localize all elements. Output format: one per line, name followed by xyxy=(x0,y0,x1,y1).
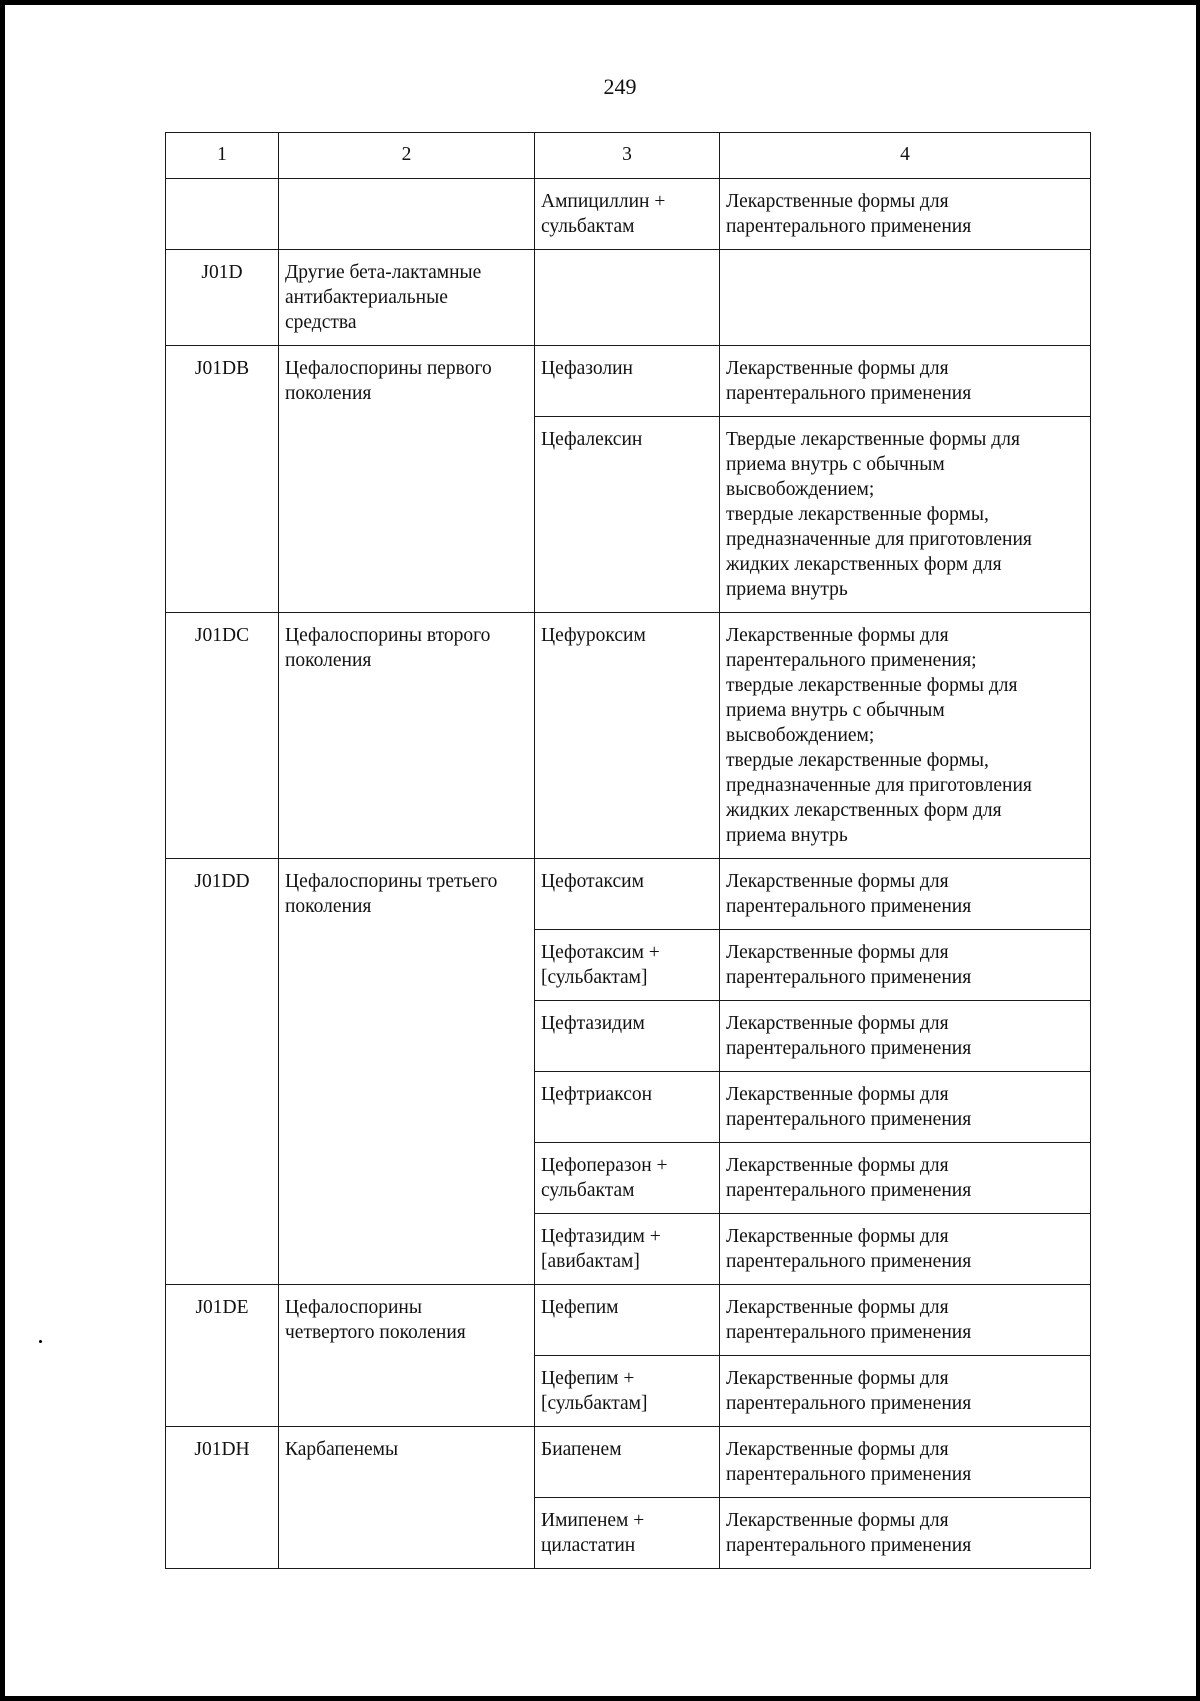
cell-text-line: твердые лекарственные формы, xyxy=(726,504,989,525)
scan-speck xyxy=(39,1340,42,1343)
drug-name-cell xyxy=(535,1001,720,1072)
atc-code-cell xyxy=(166,179,279,250)
cell-text-line: Лекарственные формы для xyxy=(726,871,949,892)
cell-text-line: Цефазолин xyxy=(541,358,633,379)
cell-text-line: парентерального применения xyxy=(726,1535,972,1556)
drug-name-cell xyxy=(535,1356,720,1427)
anatomical-group-cell xyxy=(279,613,535,859)
cell-text-line: Лекарственные формы для xyxy=(726,1084,949,1105)
atc-code-cell: J01DH xyxy=(166,1427,279,1569)
drug-name-cell xyxy=(535,179,720,250)
cell-text-line: Лекарственные формы для xyxy=(726,1155,949,1176)
table-row xyxy=(166,1427,1091,1498)
anatomical-group-cell xyxy=(279,250,535,346)
cell-text-line: высвобождением; xyxy=(726,725,875,746)
cell-text-line: Лекарственные формы для xyxy=(726,1510,949,1531)
cell-text-line: Лекарственные формы для xyxy=(726,942,949,963)
cell-text-line: парентерального применения xyxy=(726,896,972,917)
cell-text-line: Твердые лекарственные формы для xyxy=(726,429,1020,450)
cell-text-line: жидких лекарственных форм для xyxy=(726,554,1002,575)
cell-text-line: [сульбактам] xyxy=(541,967,648,988)
table-row xyxy=(166,179,1091,250)
drug-name-cell xyxy=(535,930,720,1001)
cell-text-line: жидких лекарственных форм для xyxy=(726,800,1002,821)
cell-text-line: предназначенные для приготовления xyxy=(726,529,1032,550)
cell-text-line: [сульбактам] xyxy=(541,1393,648,1414)
atc-code-cell: J01DE xyxy=(166,1285,279,1427)
dosage-form-cell xyxy=(720,1285,1091,1356)
cell-text-line: средства xyxy=(285,312,357,333)
cell-text-line: парентерального применения xyxy=(726,1322,972,1343)
drug-name-cell xyxy=(535,417,720,613)
header-row xyxy=(166,133,1091,179)
header-cell-4: 4 xyxy=(720,133,1091,179)
cell-text-line: парентерального применения; xyxy=(726,650,977,671)
anatomical-group-cell xyxy=(279,1285,535,1427)
anatomical-group-cell xyxy=(279,179,535,250)
cell-text-line: поколения xyxy=(285,650,372,671)
page-number: 249 xyxy=(603,74,637,99)
dosage-form-cell xyxy=(720,613,1091,859)
dosage-form-cell xyxy=(720,1356,1091,1427)
anatomical-group-cell xyxy=(279,859,535,1285)
cell-text-line: Цефуроксим xyxy=(541,625,646,646)
cell-text-line: Биапенем xyxy=(541,1439,622,1460)
cell-text-line: парентерального применения xyxy=(726,1251,972,1272)
drug-name-cell xyxy=(535,1072,720,1143)
cell-text-line: Лекарственные формы для xyxy=(726,191,949,212)
table-row xyxy=(166,613,1091,859)
drug-name-cell xyxy=(535,1143,720,1214)
cell-text-line: высвобождением; xyxy=(726,479,875,500)
cell-text-line: поколения xyxy=(285,383,372,404)
atc-code-cell: J01DD xyxy=(166,859,279,1285)
cell-text-line: приема внутрь с обычным xyxy=(726,700,945,721)
cell-text-line: Цефалексин xyxy=(541,429,643,450)
cell-text-line: парентерального применения xyxy=(726,1109,972,1130)
scan-border-top xyxy=(0,0,1200,5)
cell-text-line: парентерального применения xyxy=(726,383,972,404)
cell-text-line: парентерального применения xyxy=(726,1180,972,1201)
cell-text-line: сульбактам xyxy=(541,1180,635,1201)
cell-text-line: Цефотаксим + xyxy=(541,942,660,963)
cell-text-line: Цефепим xyxy=(541,1297,619,1318)
cell-text-line: Цефепим + xyxy=(541,1368,635,1389)
table-row xyxy=(166,346,1091,417)
cell-text-line: Цефалоспорины второго xyxy=(285,625,491,646)
dosage-form-cell xyxy=(720,1143,1091,1214)
table-row xyxy=(166,1285,1091,1356)
dosage-form-cell xyxy=(720,859,1091,930)
cell-text-line: парентерального применения xyxy=(726,967,972,988)
drug-name-cell xyxy=(535,1285,720,1356)
table-body xyxy=(166,179,1091,1569)
cell-text-line: Лекарственные формы для xyxy=(726,358,949,379)
cell-text-line: Цефалоспорины первого xyxy=(285,358,492,379)
cell-text-line: сульбактам xyxy=(541,216,635,237)
scan-border-left xyxy=(0,0,5,1701)
cell-text-line: твердые лекарственные формы для xyxy=(726,675,1018,696)
drug-classification-table xyxy=(165,132,1091,1569)
drug-name-cell xyxy=(535,613,720,859)
cell-text-line: парентерального применения xyxy=(726,1038,972,1059)
cell-text-line: Цефоперазон + xyxy=(541,1155,668,1176)
dosage-form-cell xyxy=(720,1214,1091,1285)
drug-name-cell xyxy=(535,1498,720,1569)
cell-text-line: Ампициллин + xyxy=(541,191,666,212)
anatomical-group-cell xyxy=(279,1427,535,1569)
scan-border-bottom xyxy=(0,1696,1200,1701)
dosage-form-cell xyxy=(720,1001,1091,1072)
table-row xyxy=(166,859,1091,930)
cell-text-line: Имипенем + xyxy=(541,1510,645,1531)
cell-text-line: Цефалоспорины xyxy=(285,1297,422,1318)
cell-text-line: антибактериальные xyxy=(285,287,448,308)
cell-text-line: Цефотаксим xyxy=(541,871,644,892)
cell-text-line: Лекарственные формы для xyxy=(726,1226,949,1247)
cell-text-line: приема внутрь xyxy=(726,825,848,846)
cell-text-line: Цефтазидим xyxy=(541,1013,645,1034)
drug-name-cell xyxy=(535,1214,720,1285)
cell-text-line: Лекарственные формы для xyxy=(726,1013,949,1034)
drug-name-cell xyxy=(535,346,720,417)
dosage-form-cell xyxy=(720,250,1091,346)
dosage-form-cell xyxy=(720,417,1091,613)
cell-text-line: четвертого поколения xyxy=(285,1322,466,1343)
cell-text-line: парентерального применения xyxy=(726,1464,972,1485)
dosage-form-cell xyxy=(720,930,1091,1001)
drug-name-cell xyxy=(535,859,720,930)
cell-text-line: предназначенные для приготовления xyxy=(726,775,1032,796)
cell-text-line: Другие бета-лактамные xyxy=(285,262,482,283)
atc-code-cell: J01D xyxy=(166,250,279,346)
cell-text-line: Лекарственные формы для xyxy=(726,1439,949,1460)
cell-text-line: приема внутрь xyxy=(726,579,848,600)
dosage-form-cell xyxy=(720,1427,1091,1498)
cell-text-line: твердые лекарственные формы, xyxy=(726,750,989,771)
dosage-form-cell xyxy=(720,1498,1091,1569)
header-cell-1: 1 xyxy=(166,133,279,179)
dosage-form-cell xyxy=(720,179,1091,250)
drug-name-cell xyxy=(535,250,720,346)
anatomical-group-cell xyxy=(279,346,535,613)
cell-text-line: [авибактам] xyxy=(541,1251,640,1272)
scan-border-right xyxy=(1196,0,1200,1701)
dosage-form-cell xyxy=(720,1072,1091,1143)
cell-text-line: Цефтазидим + xyxy=(541,1226,661,1247)
cell-text-line: парентерального применения xyxy=(726,1393,972,1414)
atc-code-cell: J01DC xyxy=(166,613,279,859)
cell-text-line: Цефтриаксон xyxy=(541,1084,653,1105)
cell-text-line: парентерального применения xyxy=(726,216,972,237)
table-row xyxy=(166,250,1091,346)
drug-name-cell xyxy=(535,1427,720,1498)
cell-text-line: Лекарственные формы для xyxy=(726,1297,949,1318)
header-cell-2: 2 xyxy=(279,133,535,179)
cell-text-line: Лекарственные формы для xyxy=(726,625,949,646)
cell-text-line: циластатин xyxy=(541,1535,636,1556)
cell-text-line: приема внутрь с обычным xyxy=(726,454,945,475)
cell-text-line: Цефалоспорины третьего xyxy=(285,871,498,892)
dosage-form-cell xyxy=(720,346,1091,417)
cell-text-line: Лекарственные формы для xyxy=(726,1368,949,1389)
atc-code-cell: J01DB xyxy=(166,346,279,613)
cell-text-line: Карбапенемы xyxy=(285,1439,399,1460)
cell-text-line: поколения xyxy=(285,896,372,917)
header-cell-3: 3 xyxy=(535,133,720,179)
